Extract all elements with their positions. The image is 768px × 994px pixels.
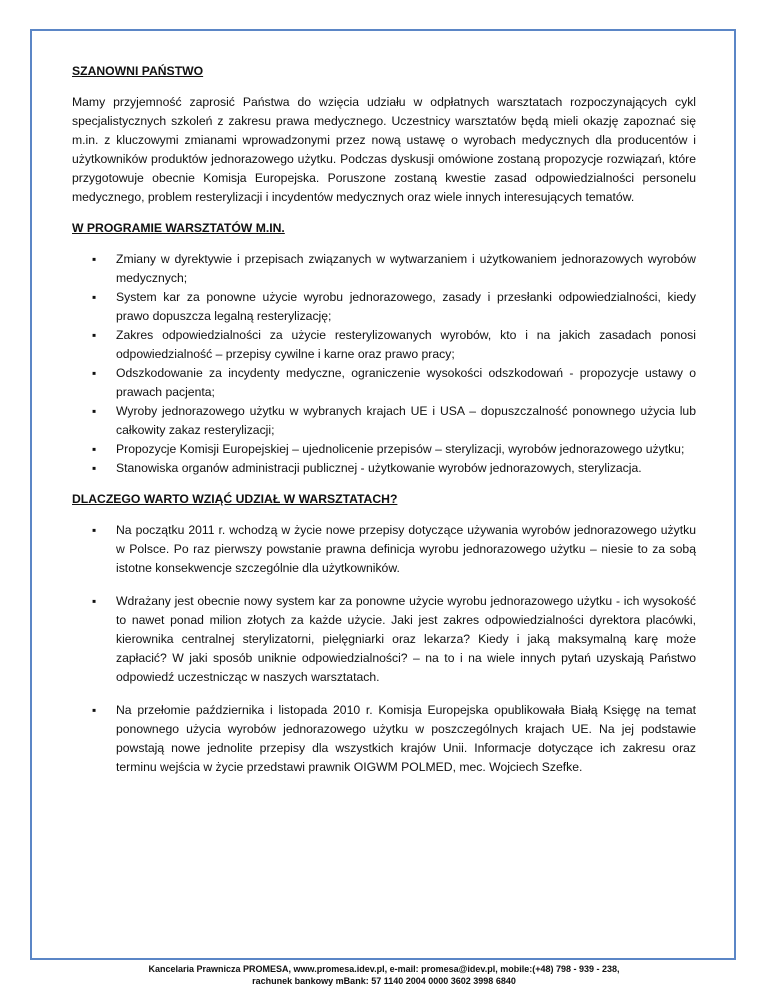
why-item: ▪ Na przełomie października i listopada 2010 r. Komisja Europejska opublikowała Białą Księgę na temat ponownego użycia wyrobów jednorazowego użytku w poszczególnych krajach UE. Na jej podstawie powstają nowe jednolite przepisy dla wszystkich krajów Unii. Informacje dotyczące ich zakresu oraz terminu wejścia w życie przedstawi prawnik OIGWM POLMED, mec. Wojciech Szefke. bbox=[72, 701, 696, 777]
program-item: ▪ Propozycje Komisji Europejskiej – ujednolicenie przepisów – sterylizacji, wyrobów jednorazowego użytku; bbox=[72, 440, 696, 459]
why-heading: DLACZEGO WARTO WZIĄĆ UDZIAŁ W WARSZTATACH? bbox=[72, 492, 398, 506]
program-item: ▪ Odszkodowanie za incydenty medyczne, ograniczenie wysokości odszkodowań - propozycje ustawy o prawach pacjenta; bbox=[72, 364, 696, 402]
why-list bbox=[72, 521, 696, 777]
program-item: ▪ Wyroby jednorazowego użytku w wybranych krajach UE i USA – dopuszczalność ponownego użycia lub całkowity zakaz resterylizacji; bbox=[72, 402, 696, 440]
program-list bbox=[72, 250, 696, 478]
greeting-heading: SZANOWNI PAŃSTWO bbox=[72, 64, 204, 78]
footer-contact: Kancelaria Prawnicza PROMESA, www.promesa.idev.pl, e-mail: promesa@idev.pl, mobile:(+48) 798 - 939 - 238, bbox=[148, 964, 620, 974]
program-item: ▪ Zakres odpowiedzialności za użycie resterylizowanych wyrobów, kto i na jakich zasadach ponosi odpowiedzialność – przepisy cywilne i karne oraz prawo pracy; bbox=[72, 326, 696, 364]
program-item: ▪ Zmiany w dyrektywie i przepisach związanych w wytwarzaniem i użytkowaniem jednorazowych wyrobów medycznych; bbox=[72, 250, 696, 288]
intro-paragraph: Mamy przyjemność zaprosić Państwa do wzięcia udziału w odpłatnych warsztatach rozpoczynających cykl specjalistycznych szkoleń z zakresu prawa medycznego. Uczestnicy warsztatów będą mieli okazję zapoznać się m.in. z kluczowymi zmianami wprowadzonymi przez nową ustawę o wyrobach medycznych dla producentów i użytkowników produktów jednorazowego użytku. Podczas dyskusji omówione zostaną propozycje rozwiązań, które przygotowuje obecnie Komisja Europejska. Poruszone zostaną kwestie zasad odpowiedzialności personelu medycznego, problem resterylizacji i incydentów medycznych oraz wiele innych interesujących tematów. bbox=[72, 95, 696, 204]
program-item: ▪ System kar za ponowne użycie wyrobu jednorazowego, zasady i przesłanki odpowiedzialności, kiedy prawo dopuszcza legalną resterylizację; bbox=[72, 288, 696, 326]
why-item: ▪ Na początku 2011 r. wchodzą w życie nowe przepisy dotyczące używania wyrobów jednorazowego użytku w Polsce. Po raz pierwszy powstanie prawna definicja wyrobu jednorazowego użytku – niesie to za sobą istotne konsekwencje szczególnie dla użytkowników. bbox=[72, 521, 696, 578]
footer bbox=[0, 963, 768, 987]
letter-body bbox=[72, 62, 696, 791]
why-item: ▪ Wdrażany jest obecnie nowy system kar za ponowne użycie wyrobu jednorazowego użytku - ich wysokość to nawet ponad milion złotych za każde użycie. Jaki jest zakres odpowiedzialności dyrektora placówki, kierownika centralnej sterylizatorni, pielęgniarki oraz lekarza? Kiedy i jaką maksymalną karę może zapłacić? W jaki sposób uniknie odpowiedzialności? – na to i na wiele innych pytań uzyskają Państwo odpowiedź uczestnicząc w naszych warsztatach. bbox=[72, 592, 696, 687]
program-item: ▪ Stanowiska organów administracji publicznej - użytkowanie wyrobów jednorazowych, sterylizacja. bbox=[72, 459, 696, 478]
footer-bank: rachunek bankowy mBank: 57 1140 2004 0000 3602 3998 6840 bbox=[252, 976, 516, 986]
program-heading: W PROGRAMIE WARSZTATÓW M.IN. bbox=[72, 221, 285, 235]
